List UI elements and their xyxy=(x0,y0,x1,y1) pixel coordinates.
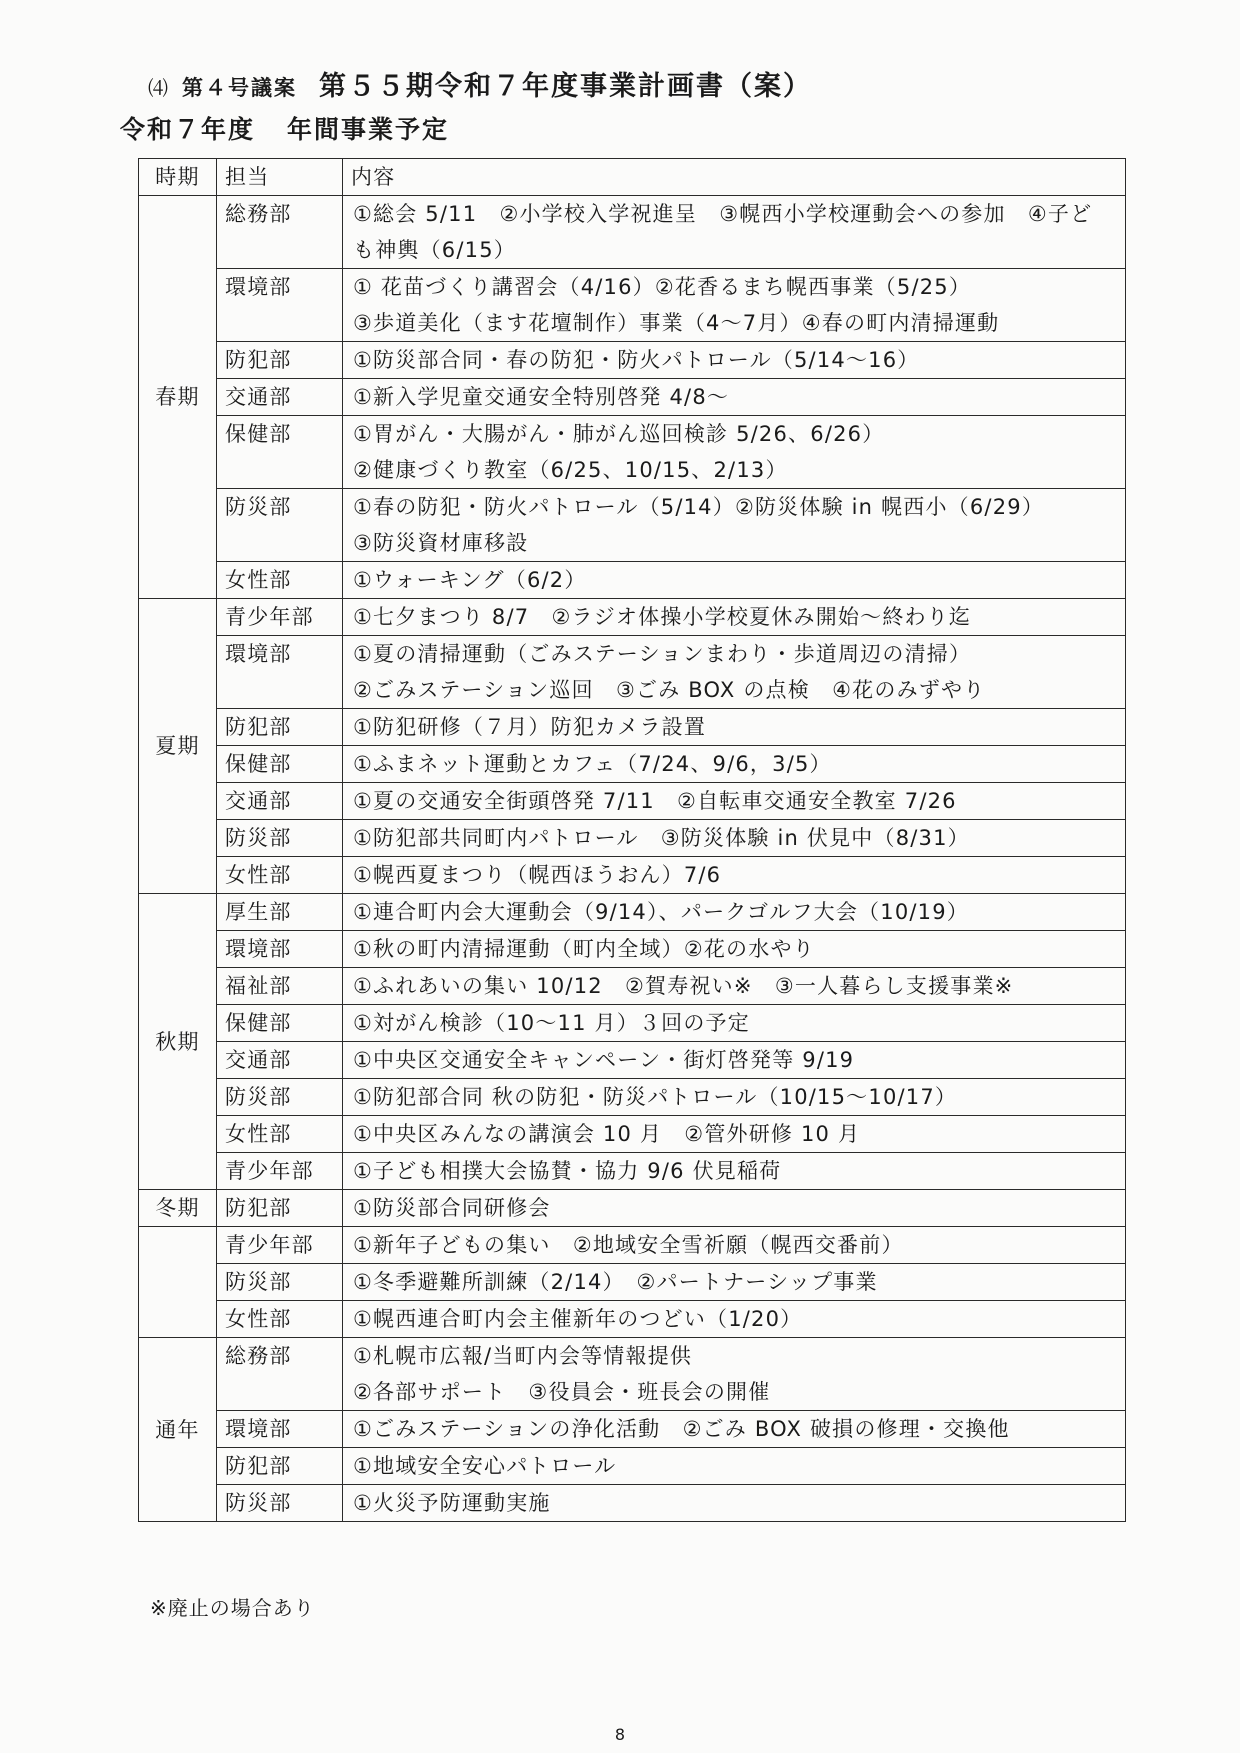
content-cell xyxy=(343,820,1126,857)
season-cell: 冬期 xyxy=(139,1190,217,1227)
department-cell: 防災部 xyxy=(217,1264,343,1301)
department-cell: 福祉部 xyxy=(217,968,343,1005)
content-cell xyxy=(343,1116,1126,1153)
content-line: ①札幌市広報/当町内会等情報提供 xyxy=(353,1344,693,1368)
table-row xyxy=(139,1411,1126,1448)
content-line: ①夏の清掃運動（ごみステーションまわり・歩道周辺の清掃） xyxy=(353,642,972,666)
section-heading xyxy=(120,110,449,146)
department-cell: 交通部 xyxy=(217,379,343,416)
subtitle-year: 令和７年度 xyxy=(120,115,256,144)
department-cell: 女性部 xyxy=(217,1301,343,1338)
department-cell: 交通部 xyxy=(217,783,343,820)
content-line: ①幌西連合町内会主催新年のつどい（1/20） xyxy=(353,1307,803,1331)
department-cell: 保健部 xyxy=(217,416,343,489)
content-line: ①中央区交通安全キャンペーン・街灯啓発等 9/19 xyxy=(353,1048,855,1072)
content-line: ①新年子どもの集い ②地域安全雪祈願（幌西交番前） xyxy=(353,1233,904,1257)
department-cell: 総務部 xyxy=(217,1338,343,1411)
department-cell: 総務部 xyxy=(217,196,343,269)
table-row xyxy=(139,196,1126,269)
content-cell xyxy=(343,894,1126,931)
content-line: ①春の防犯・防火パトロール（5/14）②防災体験 in 幌西小（6/29） xyxy=(353,495,1045,519)
table-row xyxy=(139,894,1126,931)
season-cell: 夏期 xyxy=(139,599,217,894)
content-line: ①防災部合同・春の防犯・防火パトロール（5/14～16） xyxy=(353,348,920,372)
content-cell xyxy=(343,269,1126,342)
header-dept: 担当 xyxy=(217,159,343,196)
table-row xyxy=(139,379,1126,416)
content-line: ③防災資材庫移設 xyxy=(353,531,529,555)
department-cell: 女性部 xyxy=(217,562,343,599)
department-cell: 環境部 xyxy=(217,931,343,968)
content-line: ①防災部合同研修会 xyxy=(353,1196,551,1220)
content-cell xyxy=(343,196,1126,269)
content-line: ①ウォーキング（6/2） xyxy=(353,568,587,592)
plan-title: 第５５期令和７年度事業計画書（案） xyxy=(319,71,812,102)
department-cell: 防犯部 xyxy=(217,1448,343,1485)
table-row xyxy=(139,1116,1126,1153)
content-cell xyxy=(343,1190,1126,1227)
table-header-row xyxy=(139,159,1126,196)
season-cell: 通年 xyxy=(139,1338,217,1522)
content-cell xyxy=(343,416,1126,489)
table-row xyxy=(139,599,1126,636)
table-row xyxy=(139,931,1126,968)
content-line: ①秋の町内清掃運動（町内全域）②花の水やり xyxy=(353,937,815,961)
content-cell xyxy=(343,562,1126,599)
table-row xyxy=(139,709,1126,746)
department-cell: 交通部 xyxy=(217,1042,343,1079)
content-line: ①対がん検診（10～11 月）３回の予定 xyxy=(353,1011,750,1035)
header-season: 時期 xyxy=(139,159,217,196)
content-line: ①幌西夏まつり（幌西ほうおん）7/6 xyxy=(353,863,722,887)
table-row xyxy=(139,1264,1126,1301)
header-content: 内容 xyxy=(343,159,1126,196)
content-line: ①防犯部合同 秋の防犯・防災パトロール（10/15～10/17） xyxy=(353,1085,958,1109)
content-line: ①子ども相撲大会協賛・協力 9/6 伏見稲荷 xyxy=(353,1159,782,1183)
content-line: ②各部サポート ③役員会・班長会の開催 xyxy=(353,1380,771,1404)
department-cell: 防犯部 xyxy=(217,709,343,746)
content-cell xyxy=(343,1411,1126,1448)
table-row xyxy=(139,1190,1126,1227)
department-cell: 防災部 xyxy=(217,1079,343,1116)
content-cell xyxy=(343,1485,1126,1522)
table-row xyxy=(139,1227,1126,1264)
content-cell xyxy=(343,1153,1126,1190)
content-line: ①ふれあいの集い 10/12 ②賀寿祝い※ ③一人暮らし支援事業※ xyxy=(353,974,1014,998)
content-line: ①連合町内会大運動会（9/14）、パークゴルフ大会（10/19） xyxy=(353,900,969,924)
content-cell xyxy=(343,857,1126,894)
table-row xyxy=(139,416,1126,489)
table-row xyxy=(139,342,1126,379)
content-cell xyxy=(343,1338,1126,1411)
content-line: ①中央区みんなの講演会 10 月 ②管外研修 10 月 xyxy=(353,1122,861,1146)
content-line: ③歩道美化（ます花壇制作）事業（4～7月）④春の町内清掃運動 xyxy=(353,311,1000,335)
department-cell: 女性部 xyxy=(217,857,343,894)
content-cell xyxy=(343,931,1126,968)
table-row xyxy=(139,746,1126,783)
department-cell: 青少年部 xyxy=(217,1153,343,1190)
season-cell: 秋期 xyxy=(139,894,217,1190)
content-cell xyxy=(343,342,1126,379)
content-cell xyxy=(343,783,1126,820)
department-cell: 防犯部 xyxy=(217,1190,343,1227)
content-cell xyxy=(343,1042,1126,1079)
content-line: ①夏の交通安全街頭啓発 7/11 ②自転車交通安全教室 7/26 xyxy=(353,789,957,813)
table-row xyxy=(139,1153,1126,1190)
table-row xyxy=(139,857,1126,894)
table-row xyxy=(139,636,1126,709)
department-cell: 女性部 xyxy=(217,1116,343,1153)
department-cell: 防災部 xyxy=(217,489,343,562)
content-cell xyxy=(343,1448,1126,1485)
item-number: ⑷ xyxy=(148,76,170,100)
page-number: 8 xyxy=(614,1725,626,1744)
table-row xyxy=(139,1301,1126,1338)
content-cell xyxy=(343,1079,1126,1116)
content-line: ① 花苗づくり講習会（4/16）②花香るまち幌西事業（5/25） xyxy=(353,275,972,299)
department-cell: 保健部 xyxy=(217,1005,343,1042)
table-row xyxy=(139,1485,1126,1522)
table-row xyxy=(139,820,1126,857)
content-line: ②健康づくり教室（6/25、10/15、2/13） xyxy=(353,458,788,482)
content-cell xyxy=(343,599,1126,636)
annual-schedule-table xyxy=(138,158,1126,1522)
agenda-number: 第４号議案 xyxy=(182,76,297,100)
content-cell xyxy=(343,709,1126,746)
table-row xyxy=(139,1338,1126,1411)
department-cell: 保健部 xyxy=(217,746,343,783)
content-cell xyxy=(343,1227,1126,1264)
document-title xyxy=(148,64,812,103)
content-line: ①胃がん・大腸がん・肺がん巡回検診 5/26、6/26） xyxy=(353,422,885,446)
content-line: ①地域安全安心パトロール xyxy=(353,1454,617,1478)
content-line: ①ごみステーションの浄化活動 ②ごみ BOX 破損の修理・交換他 xyxy=(353,1417,1010,1441)
content-line: も神輿（6/15） xyxy=(353,238,516,262)
department-cell: 環境部 xyxy=(217,269,343,342)
table-row xyxy=(139,1042,1126,1079)
content-cell xyxy=(343,1301,1126,1338)
table-row xyxy=(139,562,1126,599)
department-cell: 防災部 xyxy=(217,820,343,857)
content-cell xyxy=(343,968,1126,1005)
content-line: ①冬季避難所訓練（2/14） ②パートナーシップ事業 xyxy=(353,1270,878,1294)
table-row xyxy=(139,1005,1126,1042)
table-row xyxy=(139,1079,1126,1116)
season-cell xyxy=(139,1227,217,1338)
content-cell xyxy=(343,636,1126,709)
table-row xyxy=(139,968,1126,1005)
table-row xyxy=(139,1448,1126,1485)
footnote: ※廃止の場合あり xyxy=(150,1596,315,1620)
department-cell: 防災部 xyxy=(217,1485,343,1522)
table-row xyxy=(139,489,1126,562)
department-cell: 防犯部 xyxy=(217,342,343,379)
content-line: ①七夕まつり 8/7 ②ラジオ体操小学校夏休み開始～終わり迄 xyxy=(353,605,972,629)
content-cell xyxy=(343,379,1126,416)
department-cell: 青少年部 xyxy=(217,599,343,636)
content-cell xyxy=(343,1005,1126,1042)
content-cell xyxy=(343,489,1126,562)
content-line: ②ごみステーション巡回 ③ごみ BOX の点検 ④花のみずやり xyxy=(353,678,986,702)
content-line: ①防犯研修（７月）防犯カメラ設置 xyxy=(353,715,707,739)
subtitle-text: 年間事業予定 xyxy=(287,115,450,144)
department-cell: 厚生部 xyxy=(217,894,343,931)
table-row xyxy=(139,783,1126,820)
department-cell: 環境部 xyxy=(217,636,343,709)
table-body xyxy=(139,196,1126,1522)
content-line: ①ふまネット運動とカフェ（7/24、9/6，3/5） xyxy=(353,752,832,776)
content-line: ①新入学児童交通安全特別啓発 4/8～ xyxy=(353,385,730,409)
content-cell xyxy=(343,746,1126,783)
department-cell: 環境部 xyxy=(217,1411,343,1448)
content-line: ①火災予防運動実施 xyxy=(353,1491,551,1515)
content-cell xyxy=(343,1264,1126,1301)
content-line: ①総会 5/11 ②小学校入学祝進呈 ③幌西小学校運動会への参加 ④子ど xyxy=(353,202,1093,226)
table-row xyxy=(139,269,1126,342)
department-cell: 青少年部 xyxy=(217,1227,343,1264)
season-cell: 春期 xyxy=(139,196,217,599)
content-line: ①防犯部共同町内パトロール ③防災体験 in 伏見中（8/31） xyxy=(353,826,970,850)
